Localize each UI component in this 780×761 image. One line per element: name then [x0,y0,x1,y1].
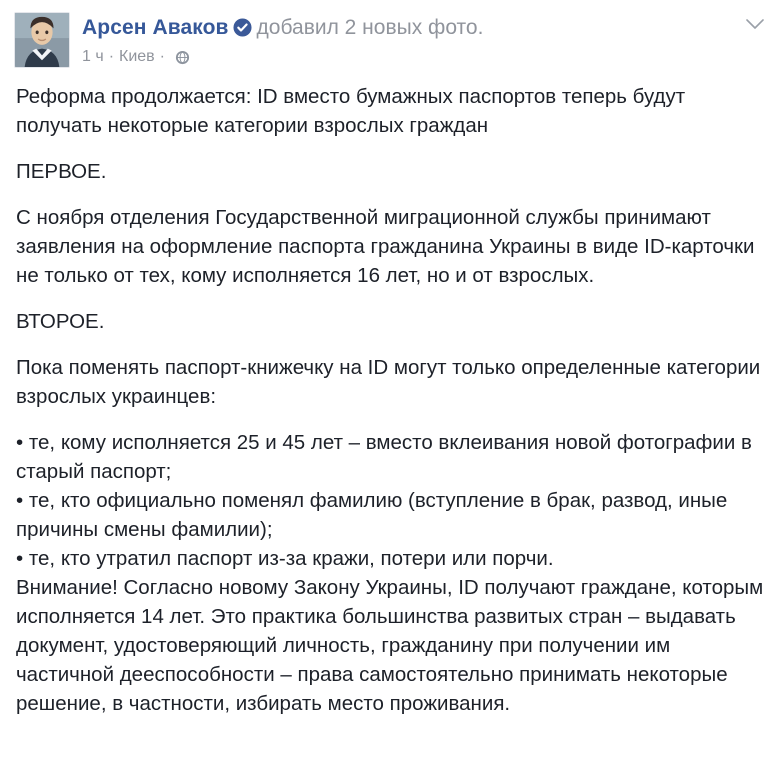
post-message [0,68,780,718]
meta-separator-2: · [159,48,165,65]
post-meta [82,47,766,67]
post-action-text: добавил 2 новых фото. [256,16,484,39]
post-menu-chevron-down-icon[interactable] [746,18,764,30]
post-timestamp[interactable]: 1 ч [82,48,104,65]
author-name[interactable]: Арсен Аваков [82,16,229,39]
post-bullet-3: • те, кто утратил паспорт из-за кражи, потери или порчи. [16,547,554,570]
post-paragraph-3: С ноября отделения Государственной миграционной службы принимают заявления на оформление паспорта гражданина Украины в виде ID-карточки не только от тех, кому исполняется 16 лет, но и от взрослых. [16,206,761,287]
post-bullet-2: • те, кто официально поменял фамилию (вступление в брак, развод, иные причины смены фамилии); [16,489,733,541]
avatar[interactable] [14,12,70,68]
verified-badge-icon [233,18,252,37]
post-paragraph-1: Реформа продолжается: ID вместо бумажных паспортов теперь будут получать некоторые категории взрослых граждан [16,85,691,137]
globe-icon[interactable] [175,50,190,65]
post-location[interactable]: Киев [119,48,155,65]
post-bullet-1: • те, кому исполняется 25 и 45 лет – вместо вклеивания новой фотографии в старый паспорт; [16,431,758,483]
post-closing-paragraph: Внимание! Согласно новому Закону Украины, ID получают граждане, которым исполняется 14 лет. Это практика большинства развитых стран – выдавать документ, удостоверяющий личность, гражданину при получении им частичной дееспособности – права самостоятельно принимать некоторые решение, в частности, избирать место проживания. [16,576,769,715]
post-header-text [82,12,766,67]
post-paragraph-2: ПЕРВОЕ. [16,160,107,183]
post-paragraph-5: Пока поменять паспорт-книжечку на ID могут только определенные категории взрослых украинцев: [16,356,766,408]
byline [82,14,766,42]
post-header [0,0,780,68]
meta-separator-1: · [108,48,115,65]
post-paragraph-4: ВТОРОЕ. [16,310,105,333]
